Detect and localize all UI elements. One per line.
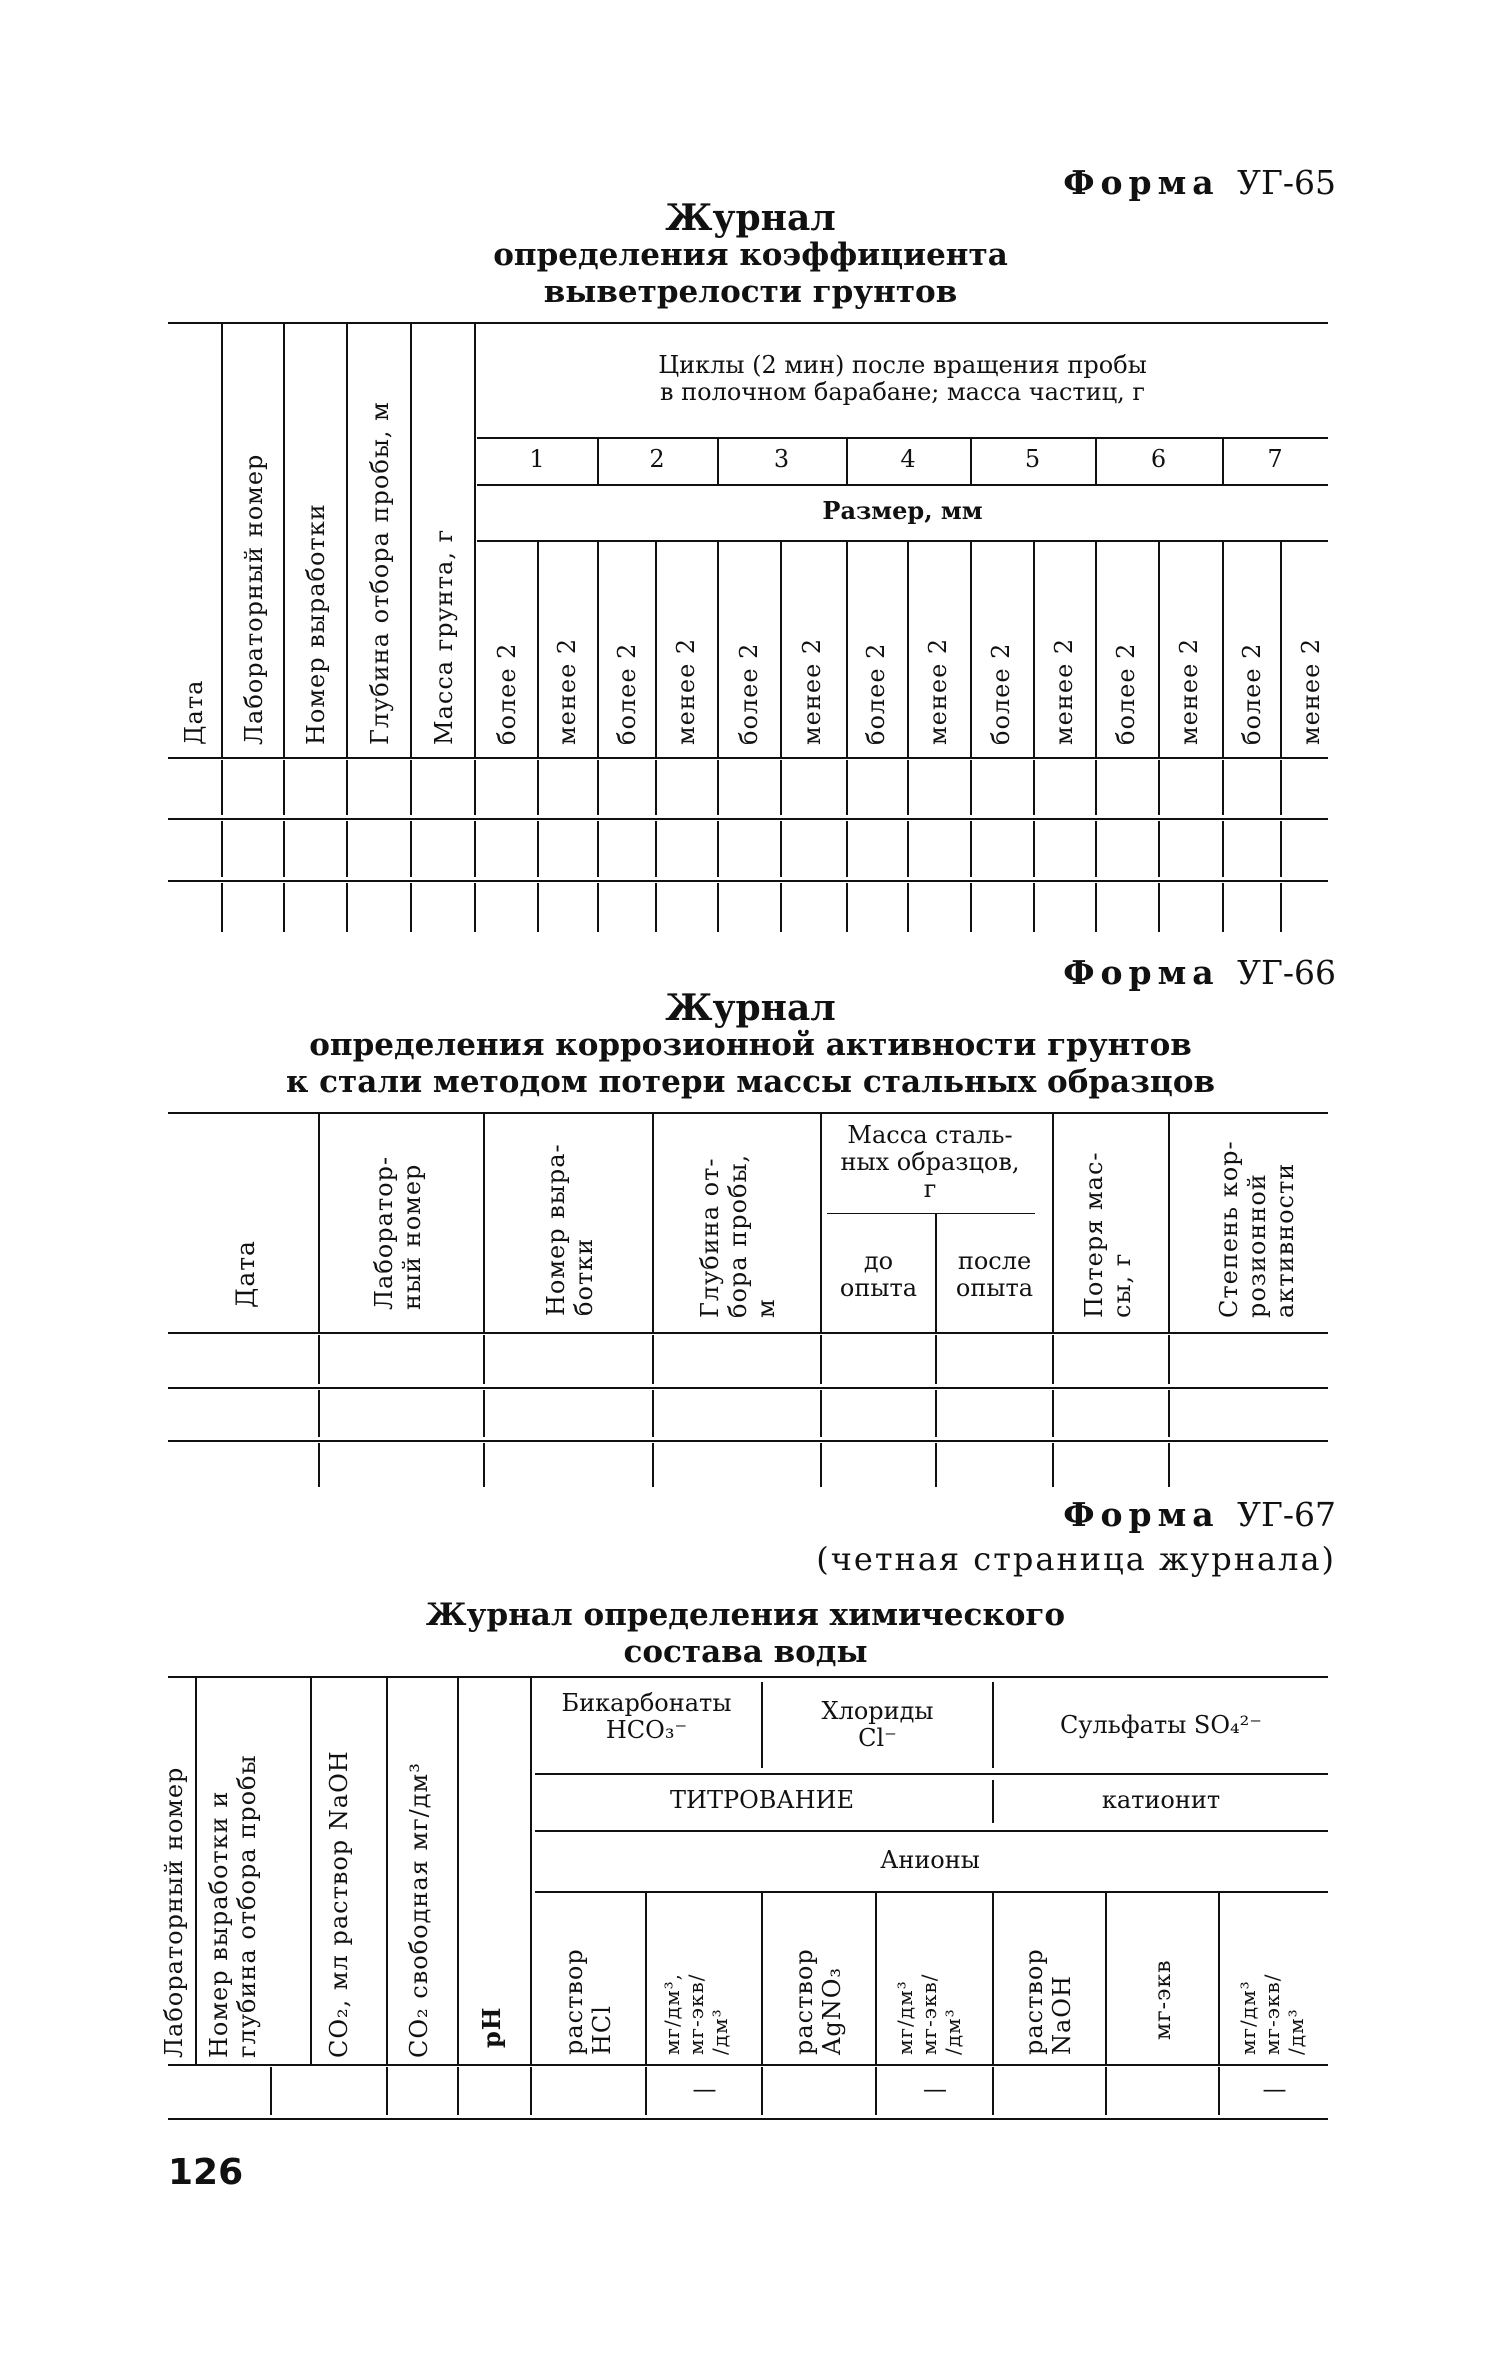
row-stub (1095, 883, 1097, 932)
table-rule (168, 322, 1328, 324)
size-more-label: более 2 (862, 642, 890, 745)
column-divider (992, 1892, 994, 2064)
row-stub (483, 1335, 485, 1384)
header-line: раствор (1020, 1948, 1048, 2055)
column-header-mass-loss (1080, 1151, 1136, 1318)
column-divider (1168, 1113, 1170, 1332)
header-line: г (923, 1175, 937, 1203)
row-stub (270, 2067, 272, 2115)
size-more-label: более 2 (493, 642, 521, 745)
form-label (1063, 953, 1336, 992)
subcolumn-mg-eq (1150, 1959, 1178, 2040)
header-line: ный номер (398, 1163, 426, 1310)
column-divider (1158, 541, 1160, 757)
row-stub (537, 821, 539, 877)
cycles-header-line: в полочном барабане; масса частиц, г (660, 378, 1145, 406)
header-line: Номер выработки и (205, 1790, 233, 2058)
row-stub (846, 821, 848, 877)
header-line: после (957, 1247, 1032, 1275)
row-stub (820, 1335, 822, 1384)
header-line: /дм³ (708, 2008, 732, 2055)
row-stub (652, 1390, 654, 1437)
row-stub (1280, 760, 1282, 815)
row-stub (1052, 1390, 1054, 1437)
column-divider (1222, 541, 1224, 757)
title-line: определения коррозионной активности грунтов (309, 1027, 1192, 1063)
size-less-label: менее 2 (1050, 637, 1078, 745)
header-line: мг/дм³, (660, 1972, 684, 2055)
cycles-header-line: Циклы (2 мин) после вращения пробы (658, 351, 1147, 379)
row-stub (410, 883, 412, 932)
column-divider (221, 323, 223, 757)
column-divider (655, 541, 657, 757)
header-line: сы, г (1108, 1252, 1136, 1318)
row-stub (780, 883, 782, 932)
form-label (1063, 1495, 1336, 1534)
row-stub (717, 883, 719, 932)
row-stub (717, 821, 719, 877)
table-rule (168, 1387, 1328, 1389)
column-divider (283, 323, 285, 757)
column-divider (1218, 1892, 1220, 2064)
row-stub (530, 2067, 532, 2115)
column-divider (1052, 1113, 1054, 1332)
size-less-label: менее 2 (672, 637, 700, 745)
cycle-number: 4 (900, 445, 916, 473)
cycles-header (477, 352, 1328, 406)
header-line: опыта (839, 1274, 918, 1302)
header-line: м (752, 1298, 780, 1318)
column-divider (310, 1677, 312, 2064)
row-dash: — (923, 2075, 947, 2103)
header-line: HCl (588, 2005, 616, 2055)
row-stub (537, 883, 539, 932)
column-header-lab-number: Лабораторный номер (160, 1766, 188, 2058)
header-line: Хлориды (821, 1697, 934, 1725)
row-dash: — (692, 2075, 717, 2103)
row-stub (820, 1390, 822, 1437)
size-less-label: менее 2 (1297, 637, 1325, 745)
row-stub (597, 821, 599, 877)
row-stub (1222, 760, 1224, 815)
form67-title (0, 1597, 1496, 1671)
header-line: бора пробы, (724, 1153, 752, 1318)
column-divider (410, 323, 412, 757)
row-stub (283, 760, 285, 815)
header-line: розионной (1243, 1173, 1271, 1318)
size-less-label: менее 2 (798, 637, 826, 745)
title-line: Журнал определения химического (425, 1597, 1066, 1633)
row-stub (970, 821, 972, 877)
size-more-label: более 2 (735, 642, 763, 745)
column-header-working-number (542, 1143, 598, 1316)
row-stub (1280, 883, 1282, 932)
table-rule (535, 1830, 1328, 1832)
row-stub (970, 760, 972, 815)
subcolumn-hco3-units (660, 1973, 732, 2055)
form-label-word: Форма (1063, 953, 1220, 992)
row-stub (283, 821, 285, 877)
row-stub (907, 883, 909, 932)
row-stub (1052, 1443, 1054, 1487)
group-chlorides (763, 1698, 992, 1752)
group-bicarbonates (532, 1690, 761, 1744)
row-stub (846, 883, 848, 932)
title-line: состава воды (623, 1634, 868, 1670)
cycle-number: 6 (1150, 445, 1167, 473)
table-rule (168, 880, 1328, 882)
row-stub (457, 2067, 459, 2115)
row-stub (717, 760, 719, 815)
subcolumn-so4-units (1236, 1974, 1308, 2056)
header-line: раствор (560, 1948, 588, 2055)
size-header: Размер, мм (822, 496, 983, 525)
row-stub (970, 883, 972, 932)
header-line: ботки (570, 1237, 598, 1316)
column-header-mass (822, 1122, 1038, 1203)
row-stub (935, 1390, 937, 1437)
header-line: /дм³ (1284, 2008, 1308, 2055)
row-stub (907, 821, 909, 877)
header-line: /дм³ (941, 2008, 965, 2055)
row-stub (221, 883, 223, 932)
row-stub (645, 2067, 647, 2115)
header-line: NaOH (1048, 1975, 1076, 2055)
column-divider (346, 323, 348, 757)
row-stub (935, 1443, 937, 1487)
header-line: Cl⁻ (858, 1724, 897, 1752)
row-stub (597, 883, 599, 932)
column-divider (1095, 541, 1097, 757)
row-stub (1280, 821, 1282, 877)
form66-title (0, 987, 1501, 1101)
row-stub (820, 1443, 822, 1487)
form-label-word: Форма (1063, 163, 1220, 202)
row-stub (1218, 2067, 1220, 2115)
table-rule (535, 1891, 1328, 1893)
header-line: Номер выра- (542, 1143, 570, 1316)
cycle-number: 2 (649, 445, 665, 473)
row-stub (1168, 1390, 1170, 1437)
row-stub (1168, 1443, 1170, 1487)
table-rule (168, 1112, 1328, 1114)
cycle-number: 3 (773, 445, 790, 473)
column-divider (483, 1113, 485, 1332)
size-more-label: более 2 (987, 642, 1015, 745)
column-divider (970, 541, 972, 757)
cycle-number: 7 (1267, 445, 1283, 473)
header-line: мг/дм³ (1236, 1980, 1260, 2055)
row-stub (907, 760, 909, 815)
column-divider (1033, 541, 1035, 757)
row-stub (875, 2067, 877, 2115)
table-rule (168, 2118, 1328, 2120)
column-divider (318, 1113, 320, 1332)
table-rule (168, 1676, 1328, 1678)
column-divider (780, 541, 782, 757)
row-stub (652, 1443, 654, 1487)
row-stub (1222, 821, 1224, 877)
table-rule (168, 1332, 1328, 1334)
row-stub (655, 760, 657, 815)
row-stub (780, 821, 782, 877)
column-header-before (822, 1248, 935, 1302)
row-stub (474, 821, 476, 877)
title-line: выветрелости грунтов (543, 274, 958, 310)
size-more-label: более 2 (1238, 642, 1266, 745)
column-header-co2-free: CO₂ свободная мг/дм³ (405, 1762, 433, 2058)
column-divider (846, 541, 848, 757)
column-header-working-number: Номер выработки (302, 503, 330, 745)
row-stub (283, 883, 285, 932)
form-label-number: УГ-67 (1237, 1495, 1336, 1534)
row-stub (537, 760, 539, 815)
table-rule (477, 437, 1328, 439)
subcolumn-hcl-solution (560, 1948, 616, 2055)
header-line: глубина отбора пробы (233, 1754, 261, 2058)
table-rule (168, 818, 1328, 820)
row-stub (655, 821, 657, 877)
row-stub (935, 1335, 937, 1384)
column-divider (645, 1892, 647, 2064)
table-rule (168, 1440, 1328, 1442)
header-line: активности (1271, 1162, 1299, 1318)
row-stub (1095, 821, 1097, 877)
column-header-ph: pH (477, 2006, 506, 2048)
column-divider (652, 1113, 654, 1332)
row-stub (1033, 821, 1035, 877)
row-stub (1105, 2067, 1107, 2115)
row-stub (346, 821, 348, 877)
column-divider (597, 541, 599, 757)
table-rule (477, 540, 1328, 542)
table-rule (535, 1773, 1328, 1775)
size-more-label: более 2 (613, 642, 641, 745)
column-header-corrosion-degree (1215, 1140, 1299, 1318)
column-header-lab-number: Лабораторный номер (240, 453, 268, 745)
table-rule (168, 757, 1328, 759)
column-divider (907, 541, 909, 757)
row-stub (474, 760, 476, 815)
row-stub (655, 883, 657, 932)
form-label (1063, 163, 1336, 202)
row-stub (221, 760, 223, 815)
row-stub (652, 1335, 654, 1384)
column-divider (875, 1892, 877, 2064)
cationite-header: катионит (1101, 1786, 1221, 1814)
row-stub (1158, 821, 1160, 877)
header-line: Потеря мас- (1080, 1151, 1108, 1318)
column-header-sample-depth: Глубина отбора пробы, м (366, 401, 394, 745)
row-stub (483, 1443, 485, 1487)
titration-header: ТИТРОВАНИЕ (670, 1786, 854, 1814)
header-line: мг-экв/ (1260, 1973, 1284, 2055)
anions-header: Анионы (880, 1846, 980, 1874)
row-stub (483, 1390, 485, 1437)
column-divider (195, 1677, 197, 2064)
row-stub (846, 760, 848, 815)
subcolumn-naoh-solution (1020, 1948, 1076, 2055)
form-label-word: Форма (1063, 1495, 1220, 1534)
column-divider (474, 323, 476, 757)
page-number: 126 (168, 2152, 244, 2193)
header-line: мг/дм³ (893, 1980, 917, 2055)
title-line: к стали методом потери массы стальных образцов (285, 1064, 1216, 1100)
header-line: опыта (955, 1274, 1034, 1302)
column-divider (457, 1677, 459, 2064)
row-stub (221, 821, 223, 877)
header-line: Степень кор- (1215, 1140, 1243, 1318)
column-divider (717, 541, 719, 757)
size-less-label: менее 2 (553, 637, 581, 745)
row-stub (386, 2067, 388, 2115)
row-stub (1052, 1335, 1054, 1384)
table-rule (168, 2064, 1328, 2066)
header-line: мг-экв/ (917, 1973, 941, 2055)
row-dash: — (1262, 2075, 1287, 2103)
header-line: ных образцов, (840, 1148, 1020, 1176)
row-stub (410, 821, 412, 877)
row-stub (1033, 760, 1035, 815)
table-rule (827, 1213, 1035, 1214)
row-stub (1222, 883, 1224, 932)
header-line: Бикарбонаты (561, 1689, 732, 1717)
header-line: AgNO₃ (818, 1967, 846, 2055)
column-header-after (937, 1248, 1052, 1302)
table-rule (477, 484, 1328, 486)
column-divider (386, 1677, 388, 2064)
header-line: мг-экв (1151, 1959, 1176, 2040)
header-line: раствор (790, 1948, 818, 2055)
form-label-number: УГ-65 (1237, 163, 1336, 202)
group-sulfates: Сульфаты SO₄²⁻ (1060, 1711, 1262, 1739)
column-divider (537, 541, 539, 757)
title-line: Журнал (665, 987, 836, 1029)
cycle-number: 1 (529, 445, 545, 473)
column-header-date: Дата (180, 679, 208, 745)
column-divider (761, 1892, 763, 2064)
row-stub (1033, 883, 1035, 932)
column-header-lab-number (370, 1156, 426, 1310)
row-stub (597, 760, 599, 815)
row-stub (1158, 883, 1160, 932)
title-line: Журнал (665, 197, 836, 239)
row-stub (1158, 760, 1160, 815)
column-header-working-depth (205, 1754, 261, 2058)
form-sublabel: (четная страница журнала) (816, 1540, 1336, 1578)
header-line: Глубина от- (696, 1157, 724, 1318)
row-stub (346, 760, 348, 815)
form65-title (0, 197, 1501, 311)
header-line: мг-экв/ (684, 1973, 708, 2055)
row-stub (410, 760, 412, 815)
header-line: Лаборатор- (370, 1155, 398, 1310)
row-stub (1168, 1335, 1170, 1384)
form-label-number: УГ-66 (1237, 953, 1336, 992)
header-line: Масса сталь- (847, 1121, 1013, 1149)
column-header-date: Дата (231, 1240, 260, 1308)
title-line: определения коэффициента (493, 237, 1008, 273)
row-stub (474, 883, 476, 932)
row-stub (318, 1390, 320, 1437)
column-divider (1280, 541, 1282, 757)
header-line: до (863, 1247, 894, 1275)
cycle-number: 5 (1024, 445, 1041, 473)
row-stub (761, 2067, 763, 2115)
size-less-label: менее 2 (924, 637, 952, 745)
row-stub (780, 760, 782, 815)
row-stub (318, 1443, 320, 1487)
subcolumn-agno3-solution (790, 1948, 846, 2055)
column-header-soil-mass: Масса грунта, г (430, 528, 458, 745)
column-header-co2-naoh: CO₂, мл раствор NaOH (325, 1750, 353, 2058)
column-divider (1105, 1892, 1107, 2064)
row-stub (992, 2067, 994, 2115)
size-more-label: более 2 (1112, 642, 1140, 745)
row-stub (1095, 760, 1097, 815)
header-line: HCO₃⁻ (605, 1716, 688, 1744)
subcolumn-cl-units (893, 1974, 965, 2056)
row-stub (318, 1335, 320, 1384)
row-stub (346, 883, 348, 932)
column-header-sample-depth (696, 1154, 780, 1318)
size-less-label: менее 2 (1175, 637, 1203, 745)
